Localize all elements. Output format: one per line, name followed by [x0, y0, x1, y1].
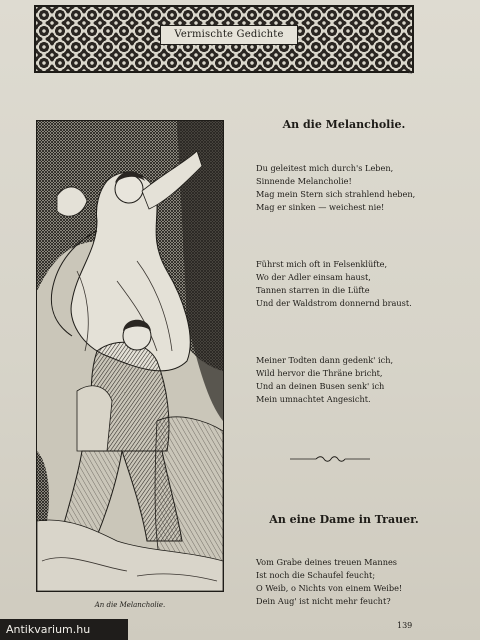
poem2-stanza-1 [256, 556, 456, 608]
ornamental-divider [290, 455, 370, 463]
poem-line: Mein umnachtet Angesicht. [256, 394, 371, 404]
poem-line: Führst mich oft in Felsenklüfte, [256, 259, 388, 269]
engraving-illustration [36, 120, 224, 592]
page-number: 139 [397, 621, 413, 630]
poem-line: Dein Aug' ist nicht mehr feucht? [256, 596, 391, 606]
poem-line: Vom Grabe deines treuen Mannes [256, 557, 398, 567]
poem1-stanza-2 [256, 258, 456, 310]
poem-line: Wild hervor die Thräne bricht, [256, 368, 383, 378]
poem-title-2: An eine Dame in Trauer. [269, 513, 419, 526]
section-title: Vermischte Gedichte [160, 25, 298, 45]
poem-line: Sinnende Melancholie! [256, 176, 352, 186]
poem-title-1: An die Melancholie. [282, 118, 406, 131]
poem1-stanza-3 [256, 354, 456, 406]
poem-line: Meiner Todten dann gedenk' ich, [256, 355, 394, 365]
poem-line: O Weib, o Nichts von einem Weibe! [256, 583, 403, 593]
engraving-drawing [37, 121, 223, 591]
watermark-banner: Antikvarium.hu [0, 619, 128, 640]
poem-line: Tannen starren in die Lüfte [256, 285, 370, 295]
printer-mark: ~ [408, 70, 414, 77]
poem-line: Wo der Adler einsam haust, [256, 272, 371, 282]
seated-man-arm [77, 386, 112, 451]
poem-line: Du geleitest mich durch's Leben, [256, 163, 394, 173]
poem-line: Ist noch die Schaufel feucht; [256, 570, 376, 580]
poem-line: Mag er sinken — weichest nie! [256, 202, 385, 212]
poem1-stanza-1 [256, 162, 456, 214]
poem-line: Und an deinen Busen senk' ich [256, 381, 385, 391]
illustration-caption: An die Melancholie. [94, 601, 166, 609]
poem-line: Und der Waldstrom donnernd braust. [256, 298, 412, 308]
poem-line: Mag mein Stern sich strahlend heben, [256, 189, 416, 199]
